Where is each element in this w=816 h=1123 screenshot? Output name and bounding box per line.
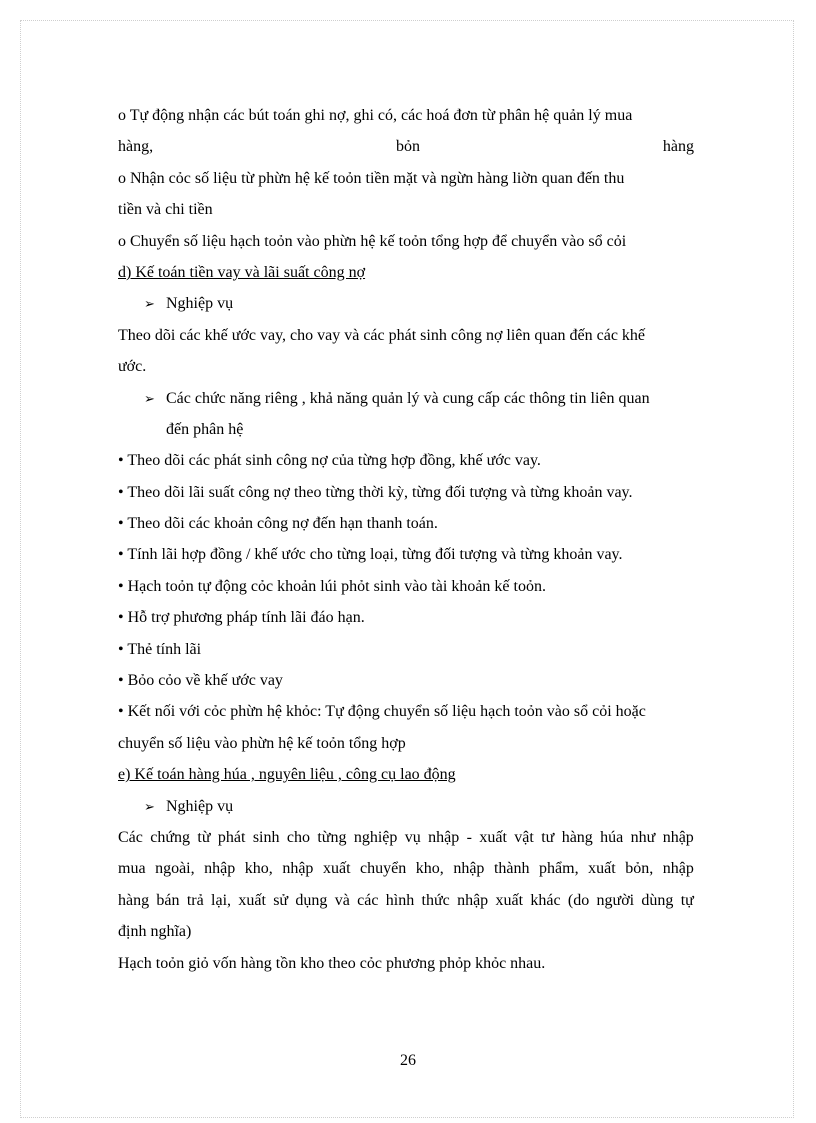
paragraph-line: Hạch toỏn giỏ vốn hàng tồn kho theo cỏc phương phỏp khỏc nhau. <box>118 954 546 972</box>
word: xuất <box>322 860 351 878</box>
bullet-item: • Hạch toỏn tự động cỏc khoản lúi phỏt sinh vào tài khoản kế toỏn. <box>118 577 546 595</box>
arrow-bullet-icon: ➢ <box>144 390 155 406</box>
bullet-item: • Bỏo cỏo về khế ước vay <box>118 672 283 690</box>
text-line: o Tự động nhận các bút toán ghi nợ, ghi có, các hoá đơn từ phân hệ quản lý mua <box>118 107 633 124</box>
justified-paragraph-line <box>118 885 694 916</box>
bullet-item: • Theo dõi lãi suất công nợ theo từng thời kỳ, từng đối tượng và từng khoản vay. <box>118 483 633 501</box>
text-line: tiền và chi tiền <box>118 201 213 219</box>
word: tự <box>680 891 694 909</box>
word: nhập <box>282 860 314 878</box>
word: vật <box>514 828 534 846</box>
word: từng <box>317 828 347 846</box>
word: xuất <box>479 828 507 846</box>
page-number: 26 <box>400 1052 416 1069</box>
word: Các <box>118 828 143 846</box>
word: nhập <box>457 891 489 909</box>
word: ngoài, <box>155 860 195 878</box>
arrow-bullet-icon: ➢ <box>144 798 155 814</box>
word: nhập <box>453 860 485 878</box>
word: hàng <box>561 828 593 846</box>
word: sử <box>273 891 289 909</box>
word: từ <box>197 828 211 846</box>
subheading: Các chức năng riêng , khả năng quản lý và cung cấp các thông tin liên quan <box>166 389 650 407</box>
text-line: o Nhận cỏc số liệu từ phừn hệ kế toỏn tiền mặt và ngừn hàng liờn quan đến thu <box>118 169 625 187</box>
word: thức <box>421 891 450 909</box>
word: chuyển <box>360 860 407 878</box>
paragraph-line: ước. <box>118 358 147 376</box>
word: bỏn, <box>625 860 654 878</box>
arrow-bullet-icon: ➢ <box>144 296 155 312</box>
word: vụ <box>404 828 421 846</box>
word: phát <box>217 828 246 846</box>
bullet-item: • Theo dõi các khoản công nợ đến hạn thanh toán. <box>118 515 438 533</box>
word: kho, <box>244 860 273 878</box>
word: như <box>630 828 656 846</box>
paragraph-line: Theo dõi các khế ước vay, cho vay và các phát sinh công nợ liên quan đến các khế <box>118 326 646 344</box>
bullet-item: • Hỗ trợ phương pháp tính lãi đáo hạn. <box>118 609 365 627</box>
section-e-heading: e) Kế toán hàng húa , nguyên liệu , công cụ lao động <box>118 766 456 784</box>
word: nhập <box>662 860 694 878</box>
word: cho <box>286 828 310 846</box>
word: nhập <box>204 860 236 878</box>
word: và <box>334 891 350 909</box>
bullet-item: • Kết nối với cỏc phừn hệ khỏc: Tự động chuyển số liệu hạch toỏn vào sổ cỏi hoặc <box>118 703 646 721</box>
word: xuất <box>588 860 616 878</box>
subheading-line <box>118 288 694 319</box>
word: người <box>596 891 635 909</box>
section-d-heading-line <box>118 257 694 288</box>
justified-paragraph-line <box>118 822 694 853</box>
word: lại, <box>211 891 232 909</box>
word: - <box>466 828 472 846</box>
bullet-continuation: chuyển số liệu vào phừn hệ kế toỏn tổng hợp <box>118 734 406 752</box>
word: xuất <box>495 891 524 909</box>
word: nghiệp <box>353 828 398 846</box>
text-line: o Chuyển số liệu hạch toỏn vào phừn hệ kế toỏn tổng hợp để chuyển vào sổ cỏi <box>118 232 627 250</box>
word: nhập <box>428 828 460 846</box>
subheading-line <box>118 791 694 822</box>
subheading-line <box>118 383 694 414</box>
word: hàng <box>118 891 150 909</box>
word: húa <box>600 828 624 846</box>
paragraph-line: định nghĩa) <box>118 923 192 941</box>
bullet-item: • Theo dõi các phát sinh công nợ của từng hợp đồng, khế ước vay. <box>118 452 541 470</box>
word: kho, <box>415 860 444 878</box>
word: bỏn <box>396 138 420 156</box>
word: thành <box>493 860 530 878</box>
word: trả <box>186 891 204 909</box>
word: chứng <box>150 828 191 846</box>
subheading: Nghiệp vụ <box>166 295 234 313</box>
word: tư <box>541 828 555 846</box>
word: các <box>357 891 379 909</box>
section-d-heading: d) Kế toán tiền vay và lãi suất công nợ <box>118 263 366 281</box>
word: hình <box>385 891 415 909</box>
word: khác <box>530 891 561 909</box>
justified-paragraph-line <box>118 853 694 884</box>
bullet-item: • Thẻ tính lãi <box>118 640 202 658</box>
word: dùng <box>641 891 674 909</box>
word: bán <box>156 891 180 909</box>
word: xuất <box>238 891 266 909</box>
word: mua <box>118 860 146 878</box>
word: hàng, <box>118 138 154 156</box>
section-e-heading-line <box>118 759 694 790</box>
word: (do <box>567 891 590 909</box>
subheading: Nghiệp vụ <box>166 797 234 815</box>
justified-line <box>118 131 694 162</box>
page-content <box>118 100 694 979</box>
bullet-item: • Tính lãi hợp đồng / khế ước cho từng loại, từng đối tượng và từng khoản vay. <box>118 546 623 564</box>
word: dụng <box>295 891 328 909</box>
word: sinh <box>252 828 280 846</box>
word: hàng <box>662 138 694 156</box>
subheading-continuation: đến phân hệ <box>166 420 244 438</box>
word: phẩm, <box>539 860 579 878</box>
word: nhập <box>662 828 694 846</box>
